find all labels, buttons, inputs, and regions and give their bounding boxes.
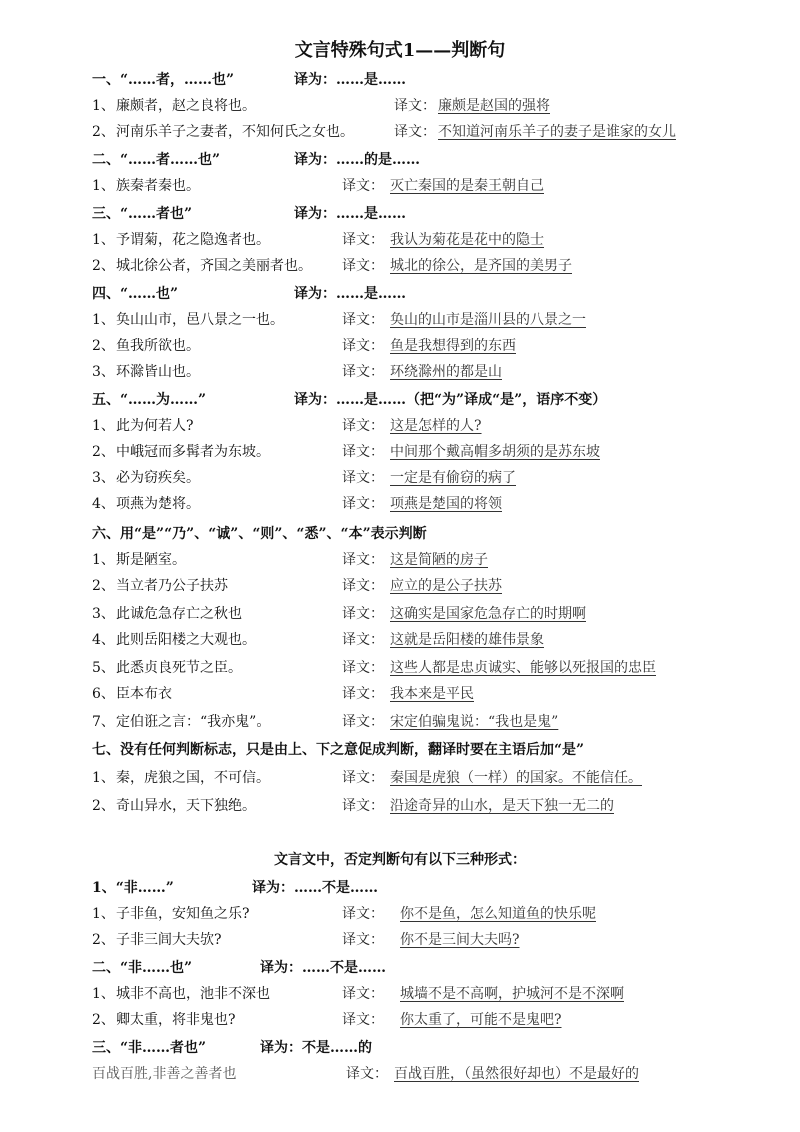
section-rule: 译为：……是……（把“为”译成“是”，语序不变）: [294, 392, 607, 408]
item-text: 此则岳阳楼之大观也。: [116, 632, 256, 648]
item-text: 环滁皆山也。: [116, 364, 200, 380]
item-text: 河南乐羊子之妻者，不知何氏之女也。: [116, 124, 354, 140]
item-text: 卿太重，将非鬼也?: [116, 1012, 236, 1028]
translation-text: 这是怎样的人?: [390, 418, 482, 434]
item-text: 秦，虎狼之国，不可信。: [116, 770, 270, 786]
translation-text: 应立的是公子扶苏: [390, 578, 502, 594]
translation-text: 宋定伯骗鬼说：“我也是鬼”: [390, 714, 559, 730]
item-number: 1、: [92, 418, 115, 434]
translation-label: 译文：: [394, 98, 436, 114]
item-number: 4、: [92, 496, 115, 512]
translation-text: 一定是有偷窃的病了: [390, 470, 516, 486]
translation-text: 百战百胜，（虽然很好却也）不是最好的: [394, 1066, 639, 1082]
item-text: 百战百胜,非善之善者也: [92, 1066, 237, 1082]
translation-text: 我认为菊花是花中的隐士: [390, 232, 544, 248]
section-rule: 译为：……是……: [294, 206, 406, 222]
translation-text: 不知道河南乐羊子的妻子是谁家的女儿: [438, 124, 676, 140]
translation-label: 译文：: [342, 338, 384, 354]
translation-text: 你太重了，可能不是鬼吧?: [400, 1012, 562, 1028]
section-rule: 译为：……是……: [294, 286, 406, 302]
translation-text: 你不是鱼，怎么知道鱼的快乐呢: [400, 906, 596, 922]
item-number: 1、: [92, 552, 115, 568]
item-text: 奂山山市，邑八景之一也。: [116, 312, 284, 328]
translation-label: 译文：: [342, 578, 384, 594]
translation-label: 译文：: [342, 258, 384, 274]
translation-label: 译文：: [394, 124, 436, 140]
section-head-text: 1、“非……”: [92, 880, 174, 896]
translation-text: 这确实是国家危急存亡的时期啊: [390, 606, 586, 622]
item-number: 2、: [92, 124, 115, 140]
translation-text: 这是简陋的房子: [390, 552, 488, 568]
item-number: 2、: [92, 258, 115, 274]
section-head-text: 三、“非……者也”: [92, 1040, 207, 1056]
translation-label: 译文：: [342, 932, 384, 948]
translation-label: 译文：: [342, 470, 384, 486]
translation-label: 译文：: [342, 444, 384, 460]
section-head-text: 一、“……者，……也”: [92, 72, 235, 88]
translation-label: 译文：: [342, 364, 384, 380]
item-number: 6、: [92, 686, 115, 702]
item-number: 3、: [92, 470, 115, 486]
section-head-text: 五、“……为……”: [92, 392, 207, 408]
item-number: 1、: [92, 98, 115, 114]
section-head-text: 三、“……者也”: [92, 206, 193, 222]
item-number: 2、: [92, 1012, 115, 1028]
translation-text: 城北的徐公，是齐国的美男子: [390, 258, 572, 274]
translation-text: 沿途奇异的山水，是天下独一无二的: [390, 798, 614, 814]
item-number: 1、: [92, 232, 115, 248]
translation-label: 译文：: [342, 1012, 384, 1028]
section-rule: 译为：……不是……: [252, 880, 378, 896]
translation-label: 译文：: [342, 312, 384, 328]
translation-text: 这就是岳阳楼的雄伟景象: [390, 632, 544, 648]
translation-label: 译文：: [342, 552, 384, 568]
translation-text: 奂山的山市是淄川县的八景之一: [390, 312, 586, 328]
translation-label: 译文：: [342, 178, 384, 194]
item-number: 1、: [92, 906, 115, 922]
item-number: 7、: [92, 714, 115, 730]
item-number: 4、: [92, 632, 115, 648]
page-title: 文言特殊句式1——判断句: [294, 40, 506, 61]
item-text: 项燕为楚将。: [116, 496, 200, 512]
translation-text: 灭亡秦国的是秦王朝自己: [390, 178, 544, 194]
item-number: 2、: [92, 932, 115, 948]
item-text: 此悉贞良死节之臣。: [116, 660, 242, 676]
translation-label: 译文：: [342, 906, 384, 922]
translation-text: 环绕滁州的都是山: [390, 364, 502, 380]
translation-text: 这些人都是忠贞诚实、能够以死报国的忠臣: [390, 660, 656, 676]
item-text: 定伯诳之言：“我亦鬼”。: [116, 714, 271, 730]
item-number: 3、: [92, 606, 115, 622]
section-head-text: 二、“……者……也”: [92, 152, 221, 168]
item-number: 2、: [92, 798, 115, 814]
item-number: 3、: [92, 364, 115, 380]
item-number: 2、: [92, 338, 115, 354]
item-text: 臣本布衣: [116, 686, 172, 702]
translation-label: 译文：: [342, 798, 384, 814]
item-number: 1、: [92, 770, 115, 786]
item-text: 斯是陋室。: [116, 552, 186, 568]
translation-label: 译文：: [342, 986, 384, 1002]
item-number: 2、: [92, 578, 115, 594]
translation-label: 译文：: [346, 1066, 388, 1082]
translation-label: 译文：: [342, 496, 384, 512]
translation-label: 译文：: [342, 770, 384, 786]
item-number: 1、: [92, 312, 115, 328]
item-number: 2、: [92, 444, 115, 460]
translation-text: 你不是三间大夫吗?: [400, 932, 520, 948]
section-rule: 译为：……是……: [294, 72, 406, 88]
section-rule: 译为：不是……的: [260, 1040, 372, 1056]
translation-text: 中间那个戴高帽多胡须的是苏东坡: [390, 444, 600, 460]
item-text: 族秦者秦也。: [116, 178, 200, 194]
translation-text: 秦国是虎狼（一样）的国家。不能信任。: [390, 770, 642, 786]
item-text: 此为何若人?: [116, 418, 194, 434]
translation-label: 译文：: [342, 606, 384, 622]
item-number: 1、: [92, 178, 115, 194]
item-text: 子非鱼，安知鱼之乐?: [116, 906, 250, 922]
item-text: 城非不高也，池非不深也: [116, 986, 270, 1002]
translation-label: 译文：: [342, 232, 384, 248]
item-number: 1、: [92, 986, 115, 1002]
item-text: 鱼我所欲也。: [116, 338, 200, 354]
item-text: 子非三闾大夫欤?: [116, 932, 222, 948]
item-text: 城北徐公者，齐国之美丽者也。: [116, 258, 312, 274]
item-text: 当立者乃公子扶苏: [116, 578, 228, 594]
item-text: 予谓菊，花之隐逸者也。: [116, 232, 270, 248]
translation-text: 我本来是平民: [390, 686, 474, 702]
negative-title: 文言文中，否定判断句有以下三种形式：: [274, 852, 526, 868]
translation-label: 译文：: [342, 632, 384, 648]
item-text: 廉颇者，赵之良将也。: [116, 98, 256, 114]
translation-text: 城墙不是不高啊，护城河不是不深啊: [400, 986, 624, 1002]
translation-label: 译文：: [342, 418, 384, 434]
item-text: 中峨冠而多髯者为东坡。: [116, 444, 270, 460]
item-text: 必为窃疾矣。: [116, 470, 200, 486]
section-rule: 译为：……的是……: [294, 152, 420, 168]
section-head-text: 四、“……也”: [92, 286, 179, 302]
item-text: 奇山异水，天下独绝。: [116, 798, 256, 814]
item-number: 5、: [92, 660, 115, 676]
translation-label: 译文：: [342, 714, 384, 730]
section-head-text: 二、“非……也”: [92, 960, 193, 976]
translation-text: 廉颇是赵国的强将: [438, 98, 550, 114]
section-rule: 译为：……不是……: [260, 960, 386, 976]
section-head-text: 七、没有任何判断标志，只是由上、下之意促成判断，翻译时要在主语后加“是”: [92, 742, 585, 758]
translation-text: 鱼是我想得到的东西: [390, 338, 516, 354]
translation-label: 译文：: [342, 686, 384, 702]
translation-text: 项燕是楚国的将领: [390, 496, 502, 512]
section-head-text: 六、用“是”“乃”、“诚”、“则”、“悉”、“本”表示判断: [92, 526, 427, 542]
item-text: 此诚危急存亡之秋也: [116, 606, 242, 622]
translation-label: 译文：: [342, 660, 384, 676]
